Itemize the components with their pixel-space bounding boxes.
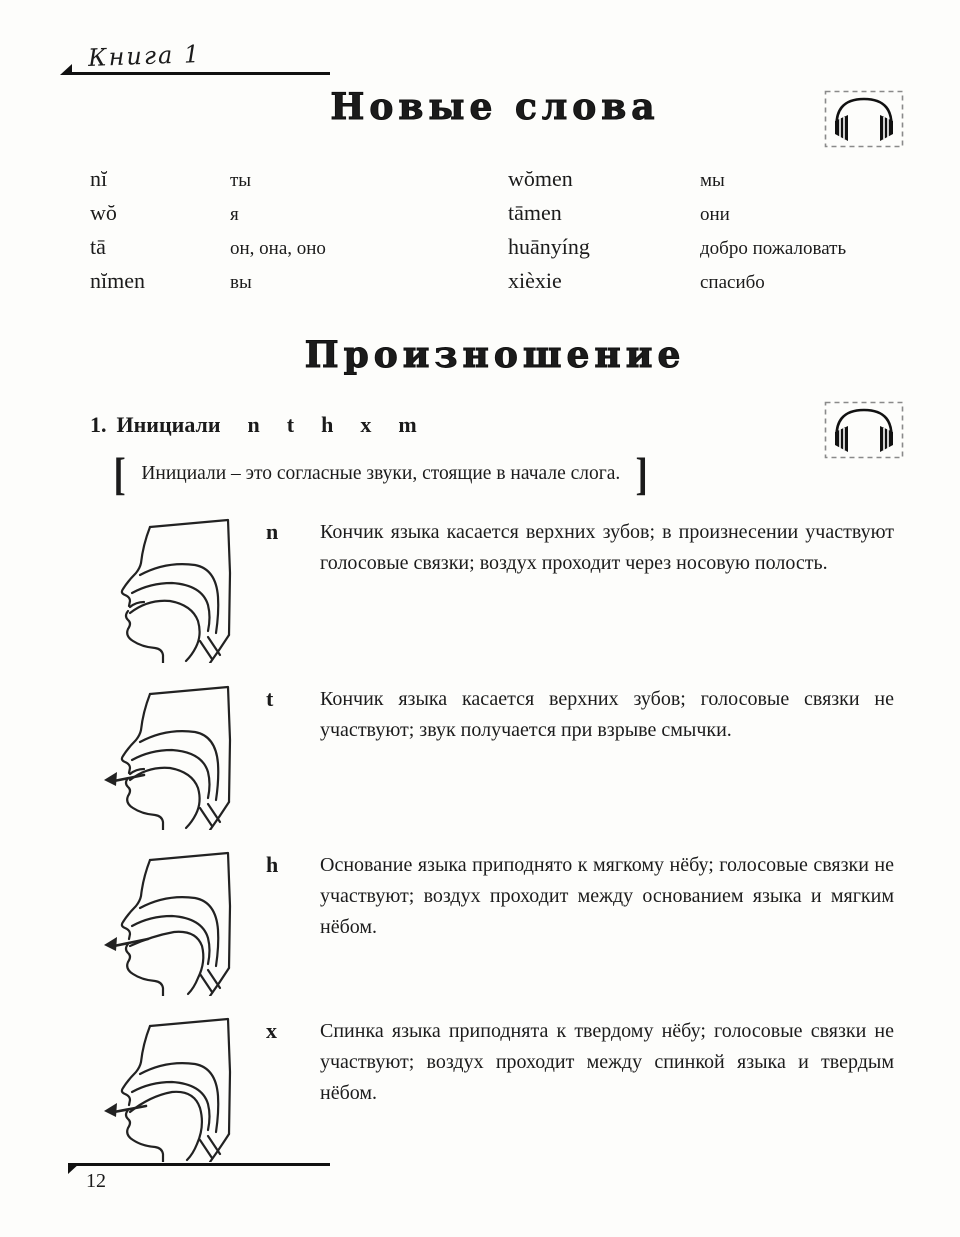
sagittal-mouth-diagram xyxy=(100,513,250,663)
entry-letter: h xyxy=(266,852,279,877)
vocab-row xyxy=(90,166,490,200)
pinyin-word: nĭ xyxy=(90,166,108,191)
translation: вы xyxy=(230,272,252,293)
vocab-column-left xyxy=(90,166,490,302)
entry-description: Спинка языка приподнята к твердому нёбу; голосовые связки не участвуют; воздух проходит между спинкой языка и твердым нёбом. xyxy=(320,1020,894,1104)
sagittal-mouth-diagram xyxy=(100,680,250,830)
translation: ты xyxy=(230,170,252,191)
footer-rule-wedge xyxy=(68,1163,80,1174)
right-bracket: ] xyxy=(635,448,649,499)
pinyin-word: xièxie xyxy=(508,268,562,293)
entry-letter: n xyxy=(266,519,279,544)
vocab-row xyxy=(90,200,490,234)
initial-m: m xyxy=(398,412,417,437)
translation: добро пожаловать xyxy=(700,238,847,259)
pinyin-word: tā xyxy=(90,234,106,259)
translation: мы xyxy=(700,170,725,191)
headphones-icon xyxy=(824,401,904,459)
definition-note xyxy=(112,448,732,499)
initial-h: h xyxy=(321,412,334,437)
vocab-column-right xyxy=(508,166,918,302)
entry-description: Основание языка приподнято к мягкому нёбу; голосовые связки не участвуют; воздух проходит между основанием языка и мягким нёбом. xyxy=(320,854,894,938)
footer-rule xyxy=(68,1163,330,1166)
page-number: 12 xyxy=(86,1170,106,1192)
subsection-title: Инициали xyxy=(116,412,221,437)
initial-t: t xyxy=(286,412,295,437)
initial-x: x xyxy=(360,412,372,437)
header-rule xyxy=(66,72,330,75)
note-text: Инициали – это согласные звуки, стоящие в начале слога. xyxy=(141,463,621,484)
translation: спасибо xyxy=(700,272,765,293)
subsection-heading xyxy=(90,412,417,438)
translation: они xyxy=(700,204,730,225)
subsection-number: 1. xyxy=(90,412,107,437)
pinyin-word: nĭmen xyxy=(90,268,145,293)
vocab-row xyxy=(90,268,490,302)
entry-description: Кончик языка касается верхних зубов; голосовые связки не участвуют; звук получается при взрыве смычки. xyxy=(320,688,894,741)
header-rule-wedge xyxy=(60,64,72,75)
vocab-row xyxy=(508,200,918,234)
pinyin-word: wŏ xyxy=(90,200,117,225)
pinyin-word: wŏmen xyxy=(508,166,573,191)
entry-description: Кончик языка касается верхних зубов; в произнесении участвуют голосовые связки; воздух проходит через носовую полость. xyxy=(320,521,894,574)
vocab-row xyxy=(508,166,918,200)
vocab-row xyxy=(508,268,918,302)
vocab-row xyxy=(508,234,918,268)
translation: он, она, оно xyxy=(230,238,326,259)
running-header: Книга 1 xyxy=(87,40,202,72)
entry-letter: x xyxy=(266,1018,277,1043)
sagittal-mouth-diagram xyxy=(100,1012,250,1162)
sagittal-mouth-diagram xyxy=(100,846,250,996)
entry-letter: t xyxy=(266,686,274,711)
pinyin-word: huānyíng xyxy=(508,234,590,259)
left-bracket: [ xyxy=(113,448,126,499)
headphones-icon xyxy=(824,90,904,148)
section-title-new-words: Новые слова xyxy=(330,86,660,128)
pinyin-word: tāmen xyxy=(508,200,562,225)
translation: я xyxy=(230,204,239,225)
initial-n: n xyxy=(247,412,260,437)
section-title-pronunciation: Произношение xyxy=(304,334,686,376)
vocab-row xyxy=(90,234,490,268)
